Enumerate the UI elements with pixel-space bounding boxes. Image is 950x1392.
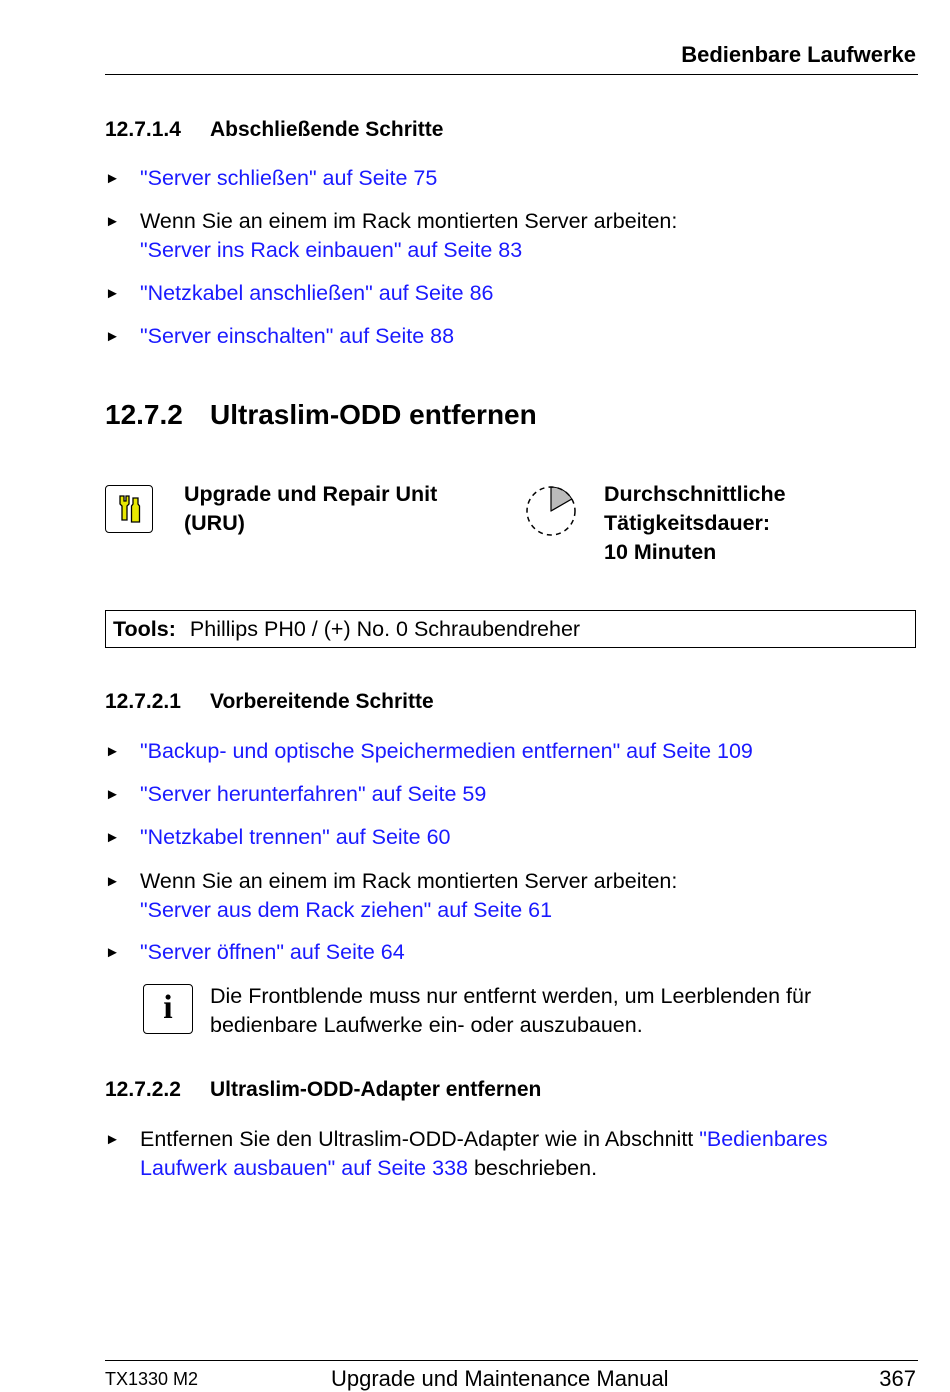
section-number: 12.7.1.4 <box>105 118 181 141</box>
section-heading-12-7-2 <box>105 399 537 431</box>
wrench-icon <box>105 485 153 533</box>
tools-value: Phillips PH0 / (+) No. 0 Schraubendreher <box>189 617 581 641</box>
unit-line: Upgrade und Repair Unit <box>184 482 438 506</box>
list-item <box>105 823 910 852</box>
list-item <box>105 322 910 351</box>
note-text: Die Frontblende muss nur entfernt werden, um Leerblenden für bedienbare Laufwerke ein- oder auszubauen. <box>210 984 812 1037</box>
bullet-icon: ► <box>105 1131 120 1148</box>
bullet-icon: ► <box>105 944 120 961</box>
link-server-oeffnen[interactable]: "Server öffnen" auf Seite 64 <box>140 940 405 964</box>
bullet-icon: ► <box>105 829 120 846</box>
link-server-herunterfahren[interactable]: "Server herunterfahren" auf Seite 59 <box>140 782 487 806</box>
link-server-aus-rack-ziehen[interactable]: "Server aus dem Rack ziehen" auf Seite 61 <box>140 898 553 922</box>
item-text: beschrieben. <box>467 1156 598 1180</box>
section-title: Abschließende Schritte <box>210 118 444 141</box>
header-rule <box>105 74 918 75</box>
link-bedienbares-laufwerk-ausbauen[interactable]: "Bedienbares Laufwerk ausbauen" auf Seite 338 <box>140 1127 828 1180</box>
page-number: 367 <box>879 1366 916 1391</box>
unit-line: (URU) <box>184 511 245 535</box>
list-item <box>105 1125 910 1183</box>
item-text: Entfernen Sie den Ultraslim-ODD-Adapter wie in Abschnitt <box>140 1127 700 1151</box>
bullet-icon: ► <box>105 328 120 345</box>
tools-label: Tools: <box>113 617 176 641</box>
section-title: Vorbereitende Schritte <box>210 690 434 713</box>
footer-model: TX1330 M2 <box>105 1369 199 1389</box>
list-item <box>105 780 910 809</box>
list-item <box>105 867 910 925</box>
link-server-schliessen[interactable]: "Server schließen" auf Seite 75 <box>140 166 438 190</box>
bullet-icon: ► <box>105 170 120 187</box>
footer-manual-title: Upgrade und Maintenance Manual <box>331 1366 669 1391</box>
running-header: Bedienbare Laufwerke <box>681 42 916 67</box>
item-text: Wenn Sie an einem im Rack montierten Server arbeiten: <box>140 209 678 233</box>
link-server-ins-rack-einbauen[interactable]: "Server ins Rack einbauen" auf Seite 83 <box>140 238 523 262</box>
tools-box <box>105 610 916 648</box>
link-backup-medien-entfernen[interactable]: "Backup- und optische Speichermedien entfernen" auf Seite 109 <box>140 739 753 763</box>
item-text: Wenn Sie an einem im Rack montierten Server arbeiten: <box>140 869 678 893</box>
duration-line: Durchschnittliche <box>604 482 786 506</box>
list-item <box>105 938 910 967</box>
list-item <box>105 164 910 193</box>
section-number: 12.7.2.2 <box>105 1078 181 1101</box>
list-item <box>105 207 910 265</box>
link-netzkabel-trennen[interactable]: "Netzkabel trennen" auf Seite 60 <box>140 825 451 849</box>
duration-value: 10 Minuten <box>604 540 717 564</box>
section-title: Ultraslim-ODD-Adapter entfernen <box>210 1078 542 1101</box>
duration-info <box>604 480 786 567</box>
bullet-icon: ► <box>105 213 120 230</box>
section-heading-12-7-2-2 <box>105 1078 541 1102</box>
section-title: Ultraslim-ODD entfernen <box>210 399 537 430</box>
bullet-icon: ► <box>105 285 120 302</box>
list-item <box>105 279 910 308</box>
unit-info <box>184 480 437 538</box>
bullet-icon: ► <box>105 743 120 760</box>
section-number: 12.7.2 <box>105 399 183 430</box>
duration-line: Tätigkeitsdauer: <box>604 511 771 535</box>
bullet-icon: ► <box>105 873 120 890</box>
list-item <box>105 737 910 766</box>
section-heading-12-7-1-4 <box>105 118 443 142</box>
link-netzkabel-anschliessen[interactable]: "Netzkabel anschließen" auf Seite 86 <box>140 281 494 305</box>
footer-rule <box>105 1360 918 1361</box>
info-icon: i <box>143 984 193 1034</box>
clock-icon <box>525 485 577 537</box>
section-number: 12.7.2.1 <box>105 690 181 713</box>
link-server-einschalten[interactable]: "Server einschalten" auf Seite 88 <box>140 324 455 348</box>
bullet-icon: ► <box>105 786 120 803</box>
section-heading-12-7-2-1 <box>105 690 434 714</box>
